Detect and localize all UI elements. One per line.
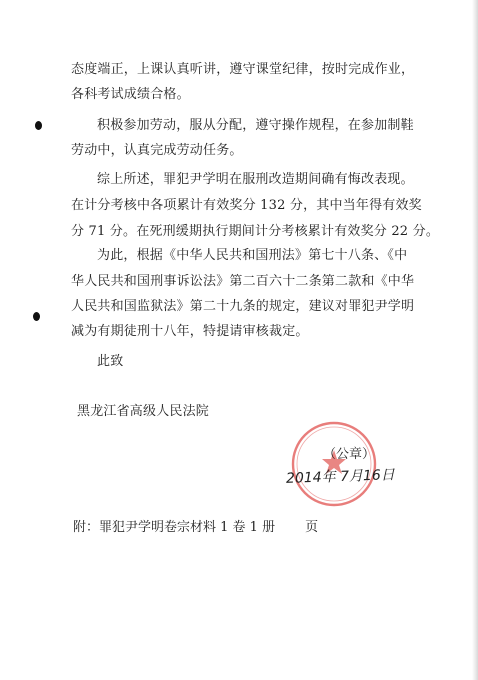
body-line: 减为有期徒刑十八年，特提请审核裁定。	[71, 324, 309, 339]
scan-edge	[472, 0, 478, 680]
body-line: 分 71 分。在死刑缓期执行期间计分考核累计有效奖分 22 分。	[71, 224, 440, 239]
signature-date: 2014年 7月16日	[285, 467, 396, 487]
recipient: 黑龙江省高级人民法院	[77, 404, 210, 419]
attachment-page-word: 页	[305, 520, 319, 535]
attachment-text: 附：罪犯尹学明卷宗材料 1 卷 1 册	[73, 520, 276, 535]
body-line: 各科考试成绩合格。	[71, 87, 190, 102]
body-line: 为此，根据《中华人民共和国刑法》第七十八条、《中	[97, 248, 408, 263]
attachment-note	[73, 520, 318, 536]
body-line: 综上所述，罪犯尹学明在服刑改造期间确有悔改表现。	[97, 172, 414, 187]
salutation: 此致	[97, 354, 124, 369]
body-line: 华人民共和国刑事诉讼法》第二百六十二条第二款和《中华	[71, 274, 415, 289]
body-line: 人民共和国监狱法》第二十九条的规定，建议对罪犯尹学明	[71, 299, 415, 314]
body-line: 态度端正，上课认真听讲，遵守课堂纪律，按时完成作业，	[71, 62, 415, 77]
body-line: 劳动中，认真完成劳动任务。	[71, 143, 243, 158]
binding-hole-icon	[33, 312, 40, 321]
seal-label: （公章）	[323, 447, 376, 462]
binding-hole-icon	[35, 121, 42, 130]
body-line: 在计分考核中各项累计有效奖分 132 分，其中当年得有效奖	[71, 198, 422, 213]
official-seal	[290, 420, 378, 508]
body-line: 积极参加劳动，服从分配，遵守操作规程，在参加制鞋	[97, 118, 414, 133]
